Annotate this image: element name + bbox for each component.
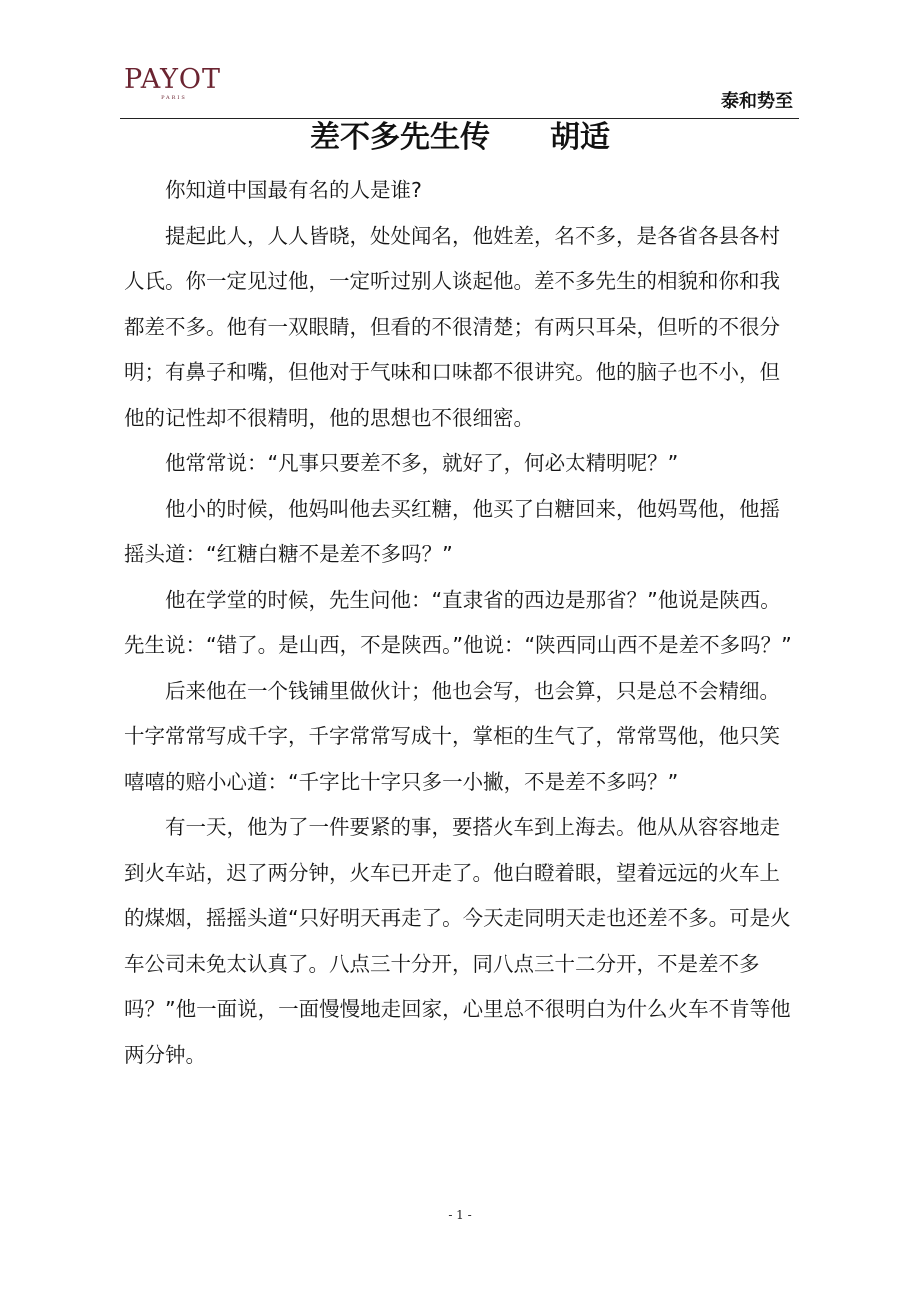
paragraph: 他常常说：“凡事只要差不多，就好了，何必太精明呢？” [165,451,679,475]
document-body [124,168,799,1078]
paragraph: 你知道中国最有名的人是谁? [165,178,422,202]
document-title: 差不多先生传 胡适 [310,120,610,155]
paragraph: 有一天，他为了一件要紧的事，要搭火车到上海去。他从从容容地走到火车站，迟了两分钟，火车已开走了。他白瞪着眼，望着远远的火车上的煤烟，摇摇头道“只好明天再走了。今天走同明天走也还差不多。可是火车公司未免太认真了。八点三十分开，同八点三十二分开，不是差不多吗？”他一面说，一面慢慢地走回家，心里总不很明白为什么火车不肯等他两分钟。 [124,815,791,1067]
paragraph: 后来他在一个钱铺里做伙计；他也会写，也会算，只是总不会精细。十字常常写成千字，千字常常写成十，掌柜的生气了，常常骂他，他只笑嘻嘻的赔小心道：“千字比十字只多一小撇，不是差不多吗？” [124,678,780,794]
paragraph: 提起此人，人人皆晓，处处闻名，他姓差，名不多，是各省各县各村人氏。你一定见过他，一定听过别人谈起他。差不多先生的相貌和你和我都差不多。他有一双眼睛，但看的不很清楚；有两只耳朵，但听的不很分明；有鼻子和嘴，但他对于气味和口味都不很讲究。他的脑子也不小，但他的记性却不很精明，他的思想也不很细密。 [124,223,780,430]
payot-logo [124,66,240,106]
paragraph: 他在学堂的时候，先生问他：“直隶省的西边是那省？”他说是陕西。先生说：“错了。是山西，不是陕西。”他说：“陕西同山西不是差不多吗？” [124,587,792,657]
page-number: - 1 - [448,1208,472,1222]
paragraph: 他小的时候，他妈叫他去买红糖，他买了白糖回来，他妈骂他，他摇摇头道：“红糖白糖不是差不多吗？” [124,496,780,566]
logo-wordmark: PAYOT [124,64,222,95]
logo-subtitle: PARIS [161,95,187,101]
header-company-name: 泰和势至 [721,91,793,112]
